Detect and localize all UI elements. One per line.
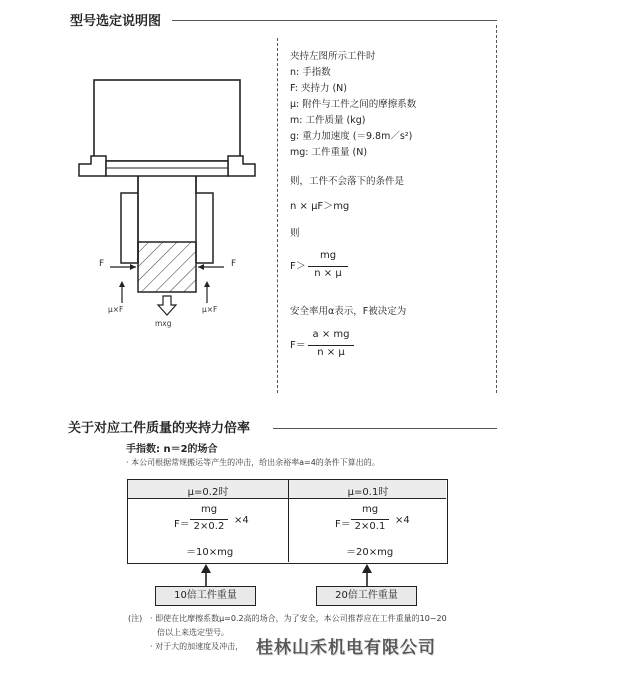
col2-lhs: F＝ (335, 519, 351, 530)
formula2-fraction (308, 329, 354, 363)
workpiece (138, 242, 196, 292)
def-mg: mg: 工件重量 (N) (290, 147, 368, 158)
right-dashed-divider (496, 25, 497, 393)
col2-multiplier: ×4 (395, 515, 410, 526)
col1-multiplier: ×4 (234, 515, 249, 526)
formula2-denominator: n × μ (317, 347, 345, 358)
company-watermark: 桂林山禾机电有限公司 (256, 638, 436, 658)
formula1-lhs: F＞ (290, 261, 306, 272)
inequality: n × μF＞mg (290, 201, 350, 212)
formula2-lhs: F＝ (290, 340, 306, 351)
def-f: F: 夹持力 (N) (290, 83, 347, 94)
col2-denominator: 2×0.1 (354, 521, 386, 532)
gripper-diagram (75, 75, 260, 340)
formula1-fraction (308, 250, 348, 284)
formula2-numerator: a × mg (312, 329, 350, 340)
col1-header: μ=0.2时 (187, 487, 229, 498)
label-20x-weight: 20倍工件重量 (316, 586, 417, 606)
footnote-line1: · 即使在比摩擦系数μ=0.2高的场合，为了安全，本公司推荐应在工件重量的10~20 (150, 614, 447, 623)
label-10x-weight: 10倍工件重量 (155, 586, 256, 606)
ratio-table (127, 479, 448, 564)
weight-arrow (158, 296, 176, 315)
col1-numerator: mg (200, 504, 218, 515)
result-arrows (127, 562, 448, 588)
col2-header: μ=0.1时 (347, 487, 389, 498)
formula1-denominator: n × μ (314, 268, 342, 279)
formula1-numerator: mg (319, 250, 337, 261)
then-text: 则 (290, 228, 300, 239)
right-jaw (196, 176, 213, 263)
col1-lhs: F＝ (174, 519, 190, 530)
condition-text: 则，工件不会落下的条件是 (290, 176, 405, 187)
left-dashed-divider (277, 38, 278, 393)
margin-note: · 本公司根据常规搬运等产生的冲击，给出余裕率a=4的条件下算出的。 (126, 458, 380, 467)
title-rule (172, 20, 497, 21)
col2-numerator: mg (361, 504, 379, 515)
safety-text: 安全率用α表示，F被决定为 (290, 306, 407, 317)
right-friction-label: μ×F (202, 305, 218, 314)
intro-text: 夹持左图所示工件时 (290, 51, 376, 62)
col2-result: ＝20×mg (346, 547, 394, 558)
col2-fraction (351, 504, 389, 538)
left-force-label: F (99, 259, 105, 269)
def-m: m: 工件质量 (kg) (290, 115, 366, 126)
footnote-line3: · 对于大的加速度及冲击， (150, 642, 244, 651)
footnote-mark: (注) (128, 614, 143, 623)
left-friction-label: μ×F (108, 305, 124, 314)
col1-fraction (190, 504, 228, 538)
fingers-subtitle: 手指数: n＝2的场合 (126, 444, 218, 455)
title-rule-2 (273, 428, 497, 429)
footnote-line2: 倍以上来选定型号。 (157, 628, 229, 637)
section-title-model-selection: 型号选定说明图 (70, 14, 162, 29)
left-jaw (121, 176, 138, 263)
right-force-label: F (231, 259, 237, 269)
def-n: n: 手指数 (290, 67, 331, 78)
col1-result: ＝10×mg (186, 547, 234, 558)
col1-denominator: 2×0.2 (193, 521, 225, 532)
gripper-body (94, 80, 240, 161)
def-g: g: 重力加速度 (＝9.8m／s²) (290, 131, 413, 142)
weight-label: mxg (155, 319, 172, 328)
section-title-grip-ratio: 关于对应工件质量的夹持力倍率 (68, 421, 251, 436)
def-mu: μ: 附件与工件之间的摩擦系数 (290, 99, 417, 110)
